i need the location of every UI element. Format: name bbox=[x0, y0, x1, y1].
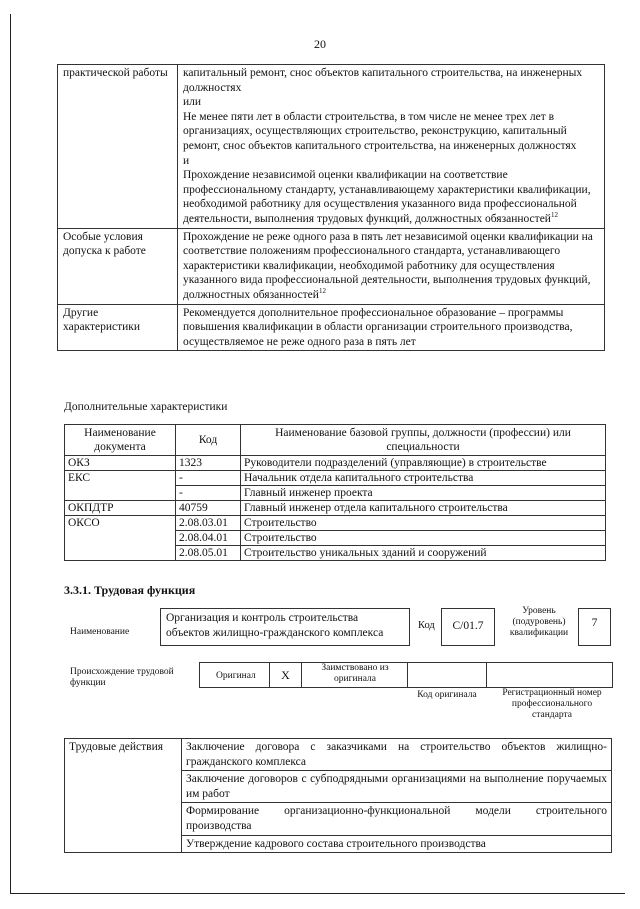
table-row bbox=[58, 228, 605, 304]
borrowed-label: Заимствовано из оригинала bbox=[321, 663, 389, 684]
cell-name: Руководители подразделений (управляющие) в строительстве bbox=[241, 456, 606, 471]
table-row bbox=[65, 516, 606, 531]
cell-doc: ЕКС bbox=[65, 471, 176, 501]
cell-name: Строительство bbox=[241, 531, 606, 546]
cell-doc: ОКСО bbox=[65, 516, 176, 561]
table-row bbox=[65, 456, 606, 471]
reg-number-cell bbox=[486, 662, 613, 688]
qualification-table bbox=[57, 64, 605, 351]
original-mark-cell bbox=[269, 662, 302, 688]
table-row bbox=[58, 304, 605, 351]
origin-label: Происхождение трудовой функции bbox=[70, 667, 174, 688]
cell-code: 2.08.04.01 bbox=[176, 531, 241, 546]
cell-code: 2.08.05.01 bbox=[176, 546, 241, 561]
table-row bbox=[65, 471, 606, 486]
cell-code: - bbox=[176, 471, 241, 486]
row-label: практической работы bbox=[58, 65, 178, 229]
reg-number-caption: Регистрационный номер профессионального стандарта bbox=[502, 688, 602, 720]
header-name: Наименование базовой группы, должности (профессии) или специальности bbox=[241, 425, 606, 456]
row-content: Рекомендуется дополнительное профессиональное образование – программы повышения квалификации в области организации строительного производства, осуществляемое не реже одного раза в пять лет bbox=[178, 304, 605, 351]
cell-name: Начальник отдела капитального строительства bbox=[241, 471, 606, 486]
cell-name: Главный инженер проекта bbox=[241, 486, 606, 501]
origin-code-cell bbox=[407, 662, 487, 688]
footnote-mark: 12 bbox=[318, 287, 326, 296]
code-label: Код bbox=[418, 620, 435, 631]
code-value: C/01.7 bbox=[452, 620, 484, 632]
table-row bbox=[65, 501, 606, 516]
page-edge-bottom bbox=[10, 893, 625, 894]
header-doc: Наименование документа bbox=[65, 425, 176, 456]
cell-doc: ОКЗ bbox=[65, 456, 176, 471]
row-content: капитальный ремонт, снос объектов капитального строительства, на инженерных должностях или Не менее пяти лет в области строительства, в том числе не менее трех лет в организациях, осуществляющих строительство, реконструкцию, капитальный ремонт, снос объектов капитального строительства, на инженерных должностях и Прохождение независимой оценки квалификации на соответствие профессиональному стандарту, устанавливающему характеристики квалификации, необходимой работнику для осуществления указанного вида профессиональной деятельности, выполнения трудовых функций, должностных обязанностей$^{12}$ bbox=[178, 65, 605, 229]
page-edge-left bbox=[10, 14, 11, 894]
action-item: Утверждение кадрового состава строительного производства bbox=[182, 835, 612, 853]
section-title: 3.3.1. Трудовая функция bbox=[64, 583, 196, 597]
action-item: Заключение договора с заказчиками на строительство объектов жилищно-гражданского комплекса bbox=[182, 739, 612, 771]
footnote-mark: 12 bbox=[550, 211, 558, 220]
cell-code: 2.08.03.01 bbox=[176, 516, 241, 531]
additional-title: Дополнительные характеристики bbox=[64, 401, 228, 413]
table-row bbox=[65, 739, 612, 771]
additional-table bbox=[64, 424, 606, 561]
action-item: Формирование организационно-функциональной модели строительного производства bbox=[182, 803, 612, 835]
cell-code: 40759 bbox=[176, 501, 241, 516]
function-name: Организация и контроль строительства объектов жилищно-гражданского комплекса bbox=[166, 612, 384, 639]
level-value: 7 bbox=[591, 617, 598, 629]
table-row bbox=[58, 65, 605, 229]
row-label: Другие характеристики bbox=[58, 304, 178, 351]
labor-actions-table bbox=[64, 738, 612, 853]
action-item: Заключение договоров с субподрядными организациями на выполнение поручаемых им работ bbox=[182, 771, 612, 803]
row-label: Особые условия допуска к работе bbox=[58, 228, 178, 304]
level-box bbox=[578, 608, 611, 646]
row-content: Прохождение не реже одного раза в пять лет независимой оценки квалификации на соответствие положениям профессионального стандарта, устанавливающего характеристики квалификации, необходимой работнику для осуществления указанного вида профессиональной деятельности, выполнения трудовых функций, должностных обязанностей$^{12}$ bbox=[178, 228, 605, 304]
name-label: Наименование bbox=[70, 627, 130, 637]
cell-doc: ОКПДТР bbox=[65, 501, 176, 516]
level-label: Уровень (подуровень) квалификации bbox=[509, 606, 569, 638]
cell-name: Строительство bbox=[241, 516, 606, 531]
origin-code-caption: Код оригинала bbox=[417, 690, 477, 700]
table-header-row bbox=[65, 425, 606, 456]
cell-code: 1323 bbox=[176, 456, 241, 471]
original-mark: X bbox=[281, 668, 290, 682]
cell-name: Главный инженер отдела капитального строительства bbox=[241, 501, 606, 516]
cell-code: - bbox=[176, 486, 241, 501]
header-code: Код bbox=[176, 425, 241, 456]
row-label: Трудовые действия bbox=[65, 739, 182, 853]
cell-name: Строительство уникальных зданий и сооружений bbox=[241, 546, 606, 561]
function-name-box bbox=[160, 608, 410, 646]
original-label: Оригинал bbox=[216, 671, 256, 681]
code-box bbox=[441, 608, 495, 646]
page-number: 20 bbox=[314, 37, 326, 51]
